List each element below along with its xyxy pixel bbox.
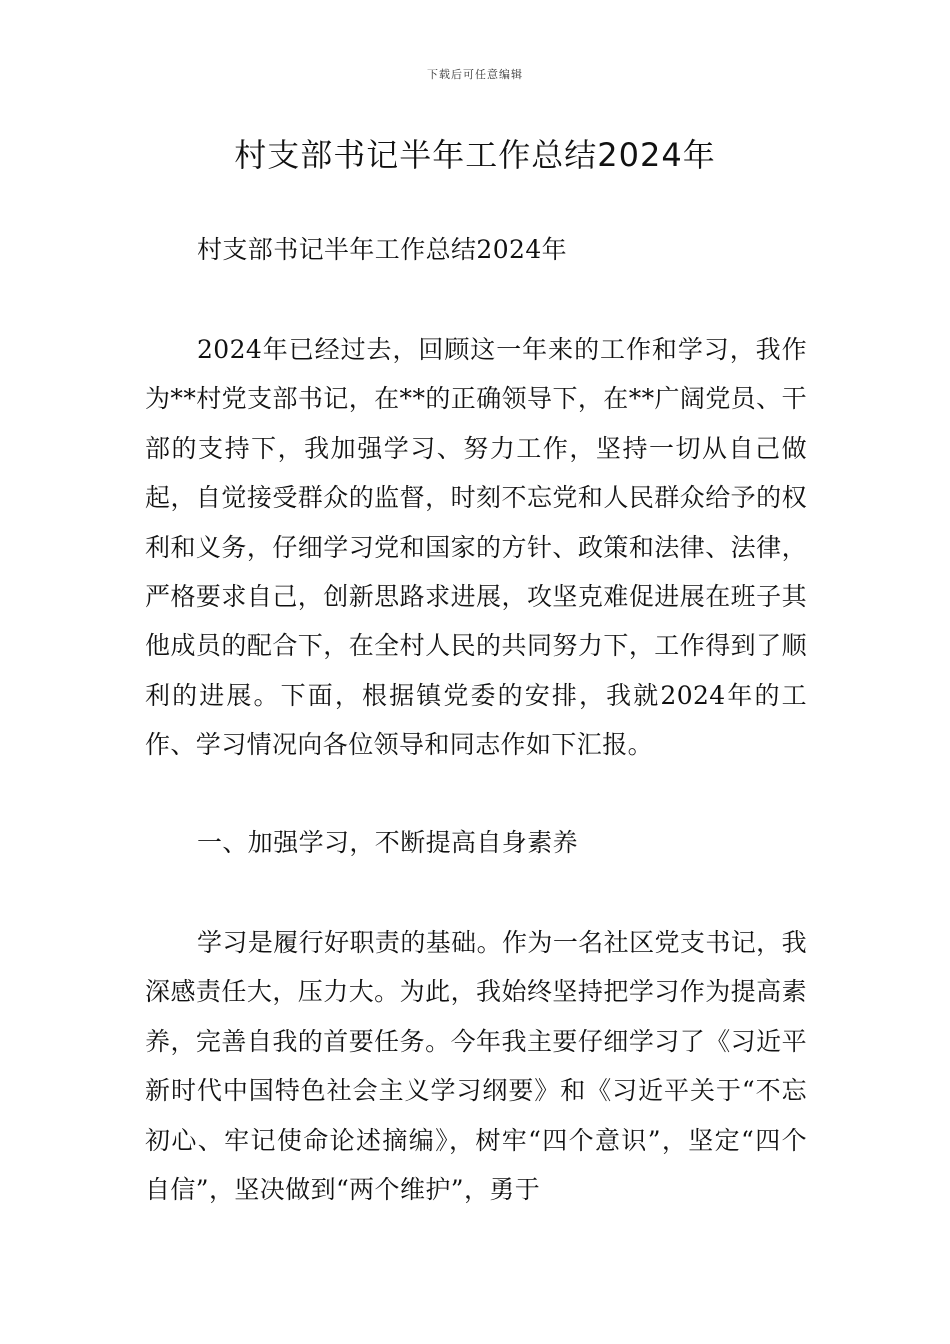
paragraph-study: 学习是履行好职责的基础。作为一名社区党支书记，我深感责任大，压力大。为此，我始终坚持把学习作为提高素养，完善自我的首要任务。今年我主要仔细学习了《习近平新时代中国特色社会主义学习纲要》和《习近平关于“不忘初心、牢记使命论述摘编》，树牢“四个意识”，坚定“四个自信”，坚决做到“两个维护”，勇于 — [145, 928, 807, 1205]
document-title: 村支部书记半年工作总结2024年 — [234, 136, 716, 174]
paragraph-intro: 2024年已经过去，回顾这一年来的工作和学习，我作为**村党支部书记，在**的正确领导下，在**广阔党员、干部的支持下，我加强学习、努力工作，坚持一切从自己做起，自觉接受群众的监督，时刻不忘党和人民群众给予的权利和义务，仔细学习党和国家的方针、政策和法律、法律，严格要求自己，创新思路求进展，攻坚克难促进展在班子其他成员的配合下，在全村人民的共同努力下，工作得到了顺利的进展。下面，根据镇党委的安排，我就2024年的工作、学习情况向各位领导和同志作如下汇报。 — [145, 335, 807, 760]
subtitle-line: 村支部书记半年工作总结2024年 — [197, 235, 568, 264]
section-heading-1: 一、加强学习，不断提高自身素养 — [197, 828, 579, 857]
header-note: 下载后可任意编辑 — [427, 68, 523, 81]
